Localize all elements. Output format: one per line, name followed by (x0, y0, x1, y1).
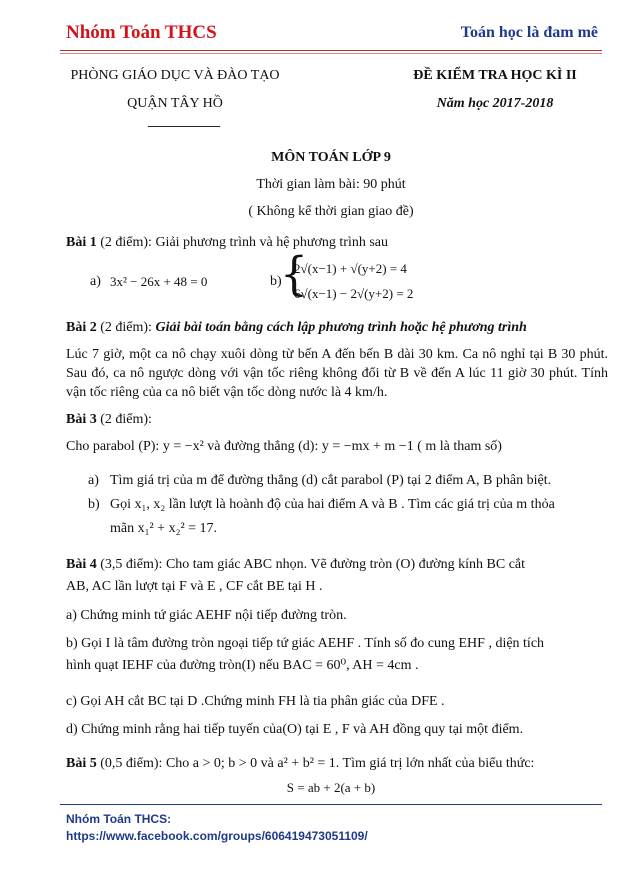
bai2-heading (66, 318, 608, 337)
exam-title: ĐỀ KIỂM TRA HỌC KÌ II (413, 68, 577, 83)
bai1-b-equation-1: 2√(x−1) + √(y+2) = 4 (294, 261, 407, 276)
bai3-heading (66, 410, 608, 429)
bai3-b-text: Gọi x₁, x₂ lần lượt là hoành độ của hai điểm A và B . Tìm các giá trị của m thỏa (110, 497, 555, 512)
bai1-label: Bài 1 (66, 235, 97, 250)
system-brace: { (280, 247, 308, 302)
district-name: QUẬN TÂY HỒ (127, 96, 223, 111)
bai3-a-label: a) (88, 473, 99, 488)
bai4-a: a) Chứng minh tứ giác AEHF nội tiếp đường tròn. (66, 608, 347, 623)
bai1-a-equation: 3x² − 26x + 48 = 0 (110, 274, 208, 289)
bai4-b-line2: hình quạt IEHF của đường tròn(I) nếu BAC = 60⁰, AH = 4cm . (66, 658, 419, 673)
bai3-b-label: b) (88, 497, 100, 512)
bai5-heading (66, 754, 608, 773)
bai5-label: Bài 5 (66, 756, 97, 771)
header-slogan: Toán học là đam mê (460, 24, 598, 41)
bai1-b-equation-2: 6√(x−1) − 2√(y+2) = 2 (294, 286, 414, 301)
bai4-line2: AB, AC lần lượt tại F và E , CF cắt BE tại H . (66, 579, 323, 594)
bai4-points: (3,5 điểm): Cho tam giác ABC nhọn. Vẽ đường tròn (O) đường kính BC cắt (96, 557, 526, 572)
footer-divider (60, 804, 602, 805)
bai3-b-condition: mãn x₁² + x₂² = 17. (110, 521, 218, 536)
bai5-points: (0,5 điểm): Cho a > 0; b > 0 và a² + b² = 1. Tìm giá trị lớn nhất của biểu thức: (96, 756, 535, 771)
bai5-expression: S = ab + 2(a + b) (286, 780, 376, 795)
subject-title: MÔN TOÁN LỚP 9 (271, 150, 391, 165)
bai1-points: (2 điểm): Giải phương trình và hệ phương trình sau (96, 235, 388, 250)
department-name: PHÒNG GIÁO DỤC VÀ ĐÀO TẠO (70, 68, 280, 83)
bai4-b-line1: b) Gọi I là tâm đường tròn ngoại tiếp tứ giác AEHF . Tính số đo cung EHF , diện tích (66, 636, 545, 651)
bai2-points: (2 điểm): (96, 320, 156, 335)
bai3-points: (2 điểm): (96, 412, 152, 427)
bai2-label: Bài 2 (66, 320, 97, 335)
header-divider (60, 50, 602, 51)
time-note: ( Không kể thời gian giao đề) (248, 204, 414, 219)
bai3-a-text: Tìm giá trị của m để đường thẳng (d) cắt parabol (P) tại 2 điểm A, B phân biệt. (110, 473, 552, 488)
exam-year: Năm học 2017-2018 (436, 96, 554, 111)
footer-group-name: Nhóm Toán THCS: (66, 812, 172, 826)
header-brand: Nhóm Toán THCS (66, 22, 217, 43)
bai2-text: Lúc 7 giờ, một ca nô chạy xuôi dòng từ bến A đến bến B dài 30 km. Ca nô nghỉ tại B 30 phút. Sau đó, ca nô ngược dòng với vận tốc riêng không đổi từ B về đến A lúc 11 giờ 30 phút. Tính vận tốc riêng của ca nô biết vận tốc dòng nước là 4 km/h. (66, 347, 608, 400)
time-limit: Thời gian làm bài: 90 phút (256, 177, 406, 192)
header-divider-secondary (60, 53, 602, 54)
bai3-label: Bài 3 (66, 412, 97, 427)
bai2-task: Giải bài toán bằng cách lập phương trình hoặc hệ phương trình (155, 320, 527, 335)
bai1-a-label: a) (90, 274, 101, 289)
bai3-intro: Cho parabol (P): y = −x² và đường thẳng (d): y = −mx + m −1 ( m là tham số) (66, 439, 502, 454)
footer-group-link[interactable]: https://www.facebook.com/groups/606419473051109/ (66, 829, 368, 843)
bai1-heading (66, 233, 608, 252)
bai4-c: c) Gọi AH cắt BC tại D .Chứng minh FH là tia phân giác của DFE . (66, 694, 445, 709)
bai1-b-label: b) (270, 274, 282, 289)
bai4-d: d) Chứng minh rằng hai tiếp tuyến của(O) tại E , F và AH đồng quy tại một điểm. (66, 722, 524, 737)
bai4-label: Bài 4 (66, 557, 97, 572)
bai4-heading (66, 555, 608, 574)
department-underline (148, 126, 220, 127)
